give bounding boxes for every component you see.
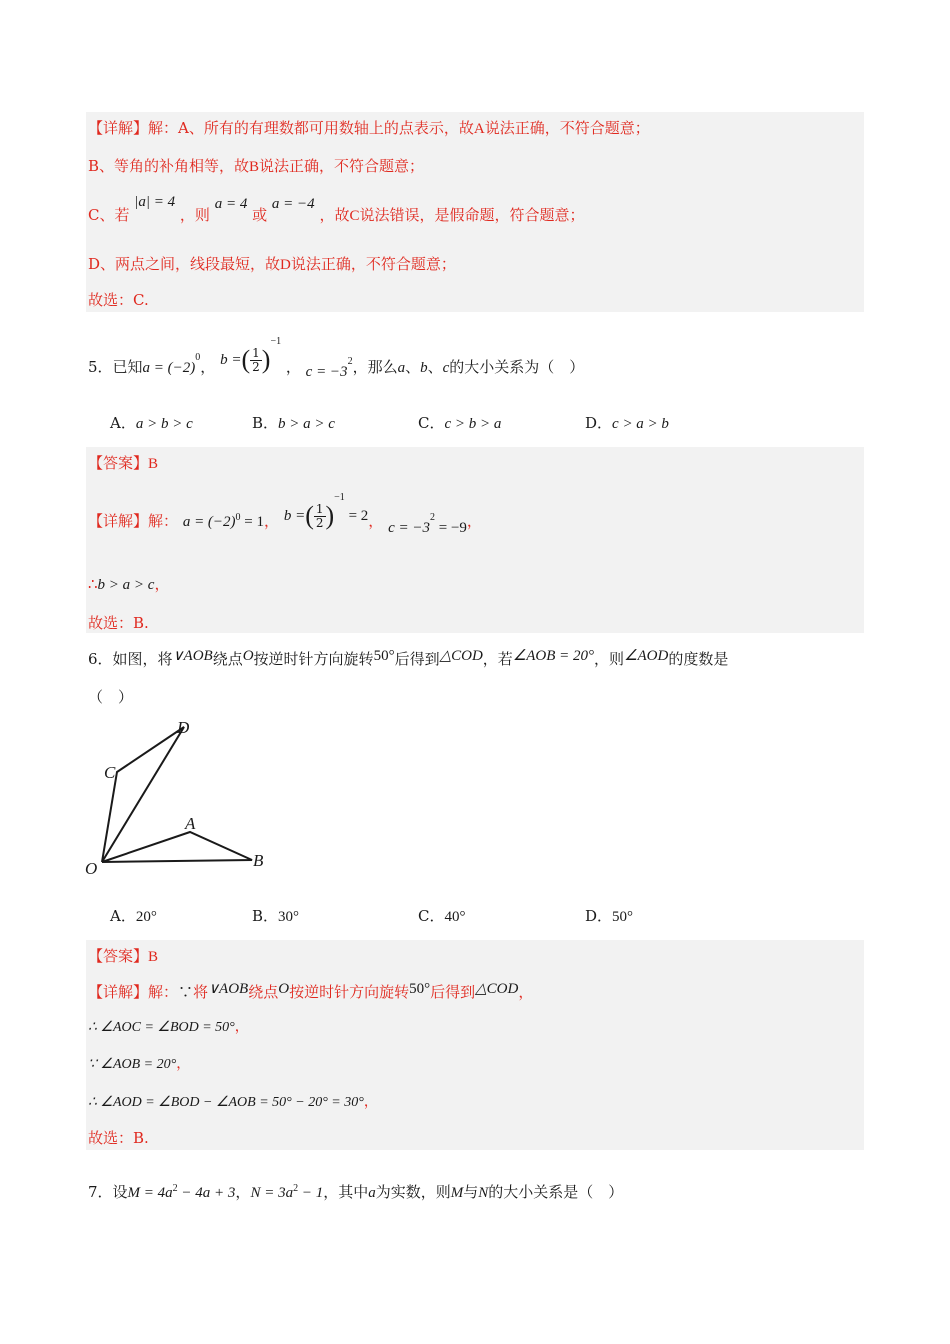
q6-answer: 【答案】B xyxy=(88,947,159,965)
q6-detail-line-1: 【详解】解：∵将∨AOB绕点O按逆时针方向旋转50°后得到△COD， xyxy=(88,981,534,1001)
triangle-aob xyxy=(102,832,252,862)
q5-choice: 故选：B. xyxy=(88,614,149,632)
q6-stem-paren: （ ） xyxy=(88,688,134,706)
q6-option-d[interactable]: D．50° xyxy=(585,907,634,925)
q4-detail-line-3: C、若 |a| = 4 ，则 a = 4 或 a = −4 ，故C说法错误，是假命题，符合题意； xyxy=(88,194,585,224)
point-label-c: C xyxy=(104,763,116,782)
q6-option-c[interactable]: C．40° xyxy=(418,907,466,925)
fraction-one-half: $\frac{1}{2}$ xyxy=(252,345,260,374)
q4-detail-line-4: D、两点之间，线段最短，故D说法正确，不符合题意； xyxy=(88,255,456,273)
point-label-a: A xyxy=(185,814,196,833)
q5-stem: 5．已知$a = (-2)^0$， b =( $\frac{1}{2}$ )$^{-1}$ ， $c = -3^2$，那么a、b、c的大小关系为（ ） xyxy=(88,336,585,380)
rotation-figure xyxy=(82,712,282,882)
q6-option-b[interactable]: B．30° xyxy=(252,907,300,925)
q5-therefore: ∴b > a > c， xyxy=(88,575,170,593)
q4-detail-line-2: B、等角的补角相等，故B说法正确，不符合题意； xyxy=(88,157,425,175)
point-label-o: O xyxy=(85,859,98,878)
point-label-d: D xyxy=(177,718,190,737)
triangle-cod xyxy=(102,727,184,862)
q6-answer-block xyxy=(86,940,864,1150)
q5-answer: 【答案】B xyxy=(88,454,159,472)
q5-option-b[interactable]: B．b > a > c xyxy=(252,414,335,432)
q5-detail: 【详解】解： $a = (-2)^0 = 1$， b =( $\frac{1}{2}$ )$^{-1}$ = 2， $c = -3^2 = -9$， xyxy=(88,492,482,536)
q7-stem: 7．设$M = 4a^2 - 4a + 3$，$N = 3a^2 - 1$，其中a为实数，则M与N的大小关系是（ ） xyxy=(88,1183,624,1201)
q5-option-c[interactable]: C．c > b > a xyxy=(418,414,502,432)
q6-detail-line-3: ∵ ∠AOB = 20°， xyxy=(88,1056,191,1072)
q6-detail-line-4: ∴ ∠AOD = ∠BOD − ∠AOB = 50° − 20° = 30°， xyxy=(88,1094,378,1110)
q6-stem: 6．如图，将∨AOB绕点O按逆时针方向旋转50°后得到△COD，若∠AOB = 20°，则∠AOD的度数是 xyxy=(88,648,729,668)
abs-value-expr: |a| = 4 xyxy=(134,194,176,210)
q6-choice: 故选：B. xyxy=(88,1129,149,1147)
q5-option-d[interactable]: D．c > a > b xyxy=(585,414,669,432)
fraction-one-half: $\frac{1}{2}$ xyxy=(315,501,324,530)
q6-option-a[interactable]: A．20° xyxy=(110,907,157,925)
q5-option-a[interactable]: A．a > b > c xyxy=(110,414,193,432)
q6-detail-line-2: ∴ ∠AOC = ∠BOD = 50°， xyxy=(88,1019,249,1035)
q4-choice-line: 故选：C. xyxy=(88,291,149,309)
point-label-b: B xyxy=(253,851,264,870)
detail-label: 【详解】 xyxy=(88,119,149,137)
q4-detail-line-1: 【详解】解：A、所有的有理数都可用数轴上的点表示，故A说法正确，不符合题意； xyxy=(88,119,650,137)
